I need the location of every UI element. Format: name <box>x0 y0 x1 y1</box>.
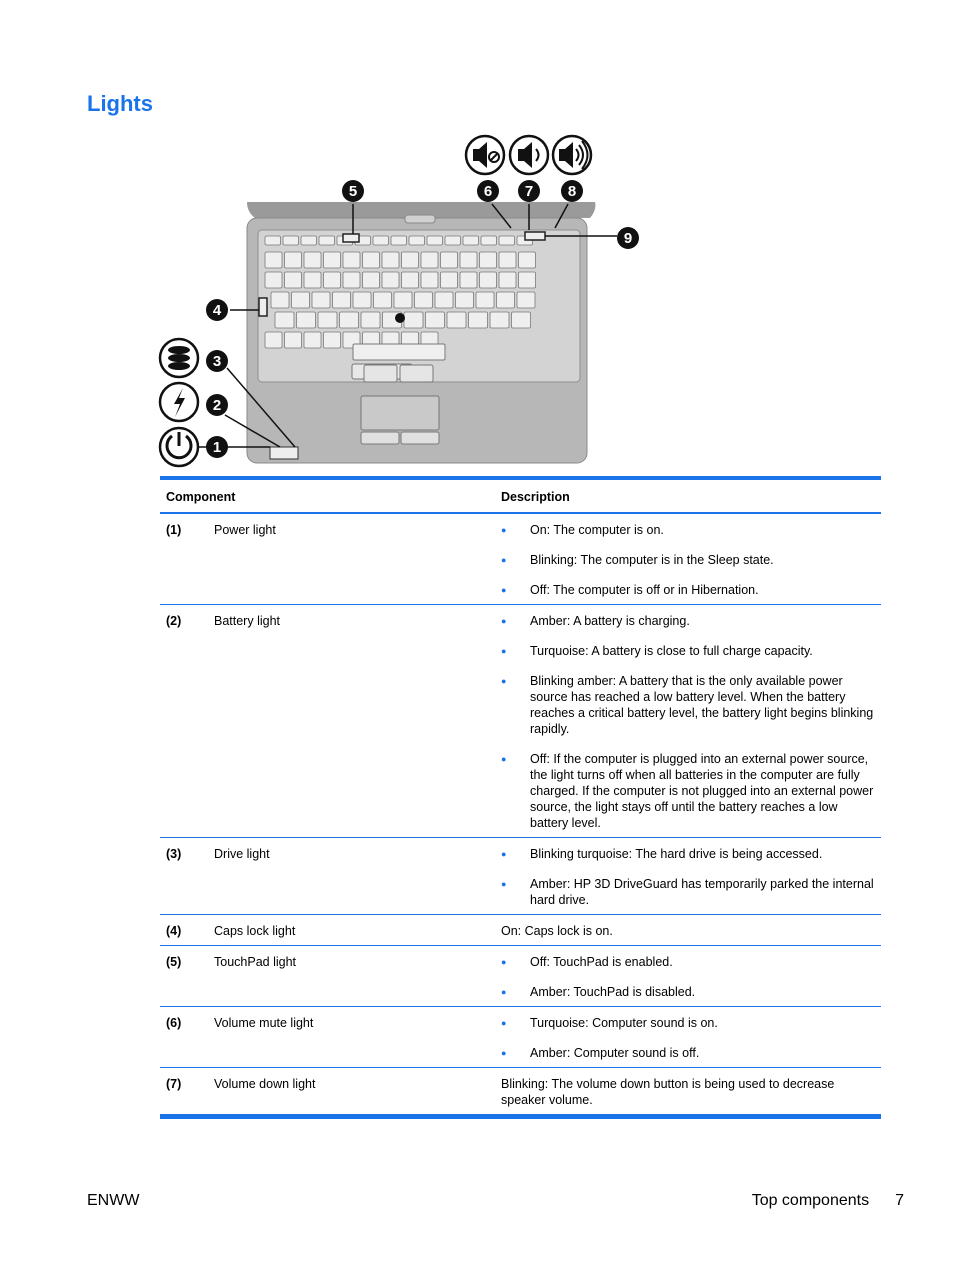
callout-5 <box>342 180 364 202</box>
footer-section-title: Top components <box>751 1192 870 1209</box>
keyboard-key <box>481 236 497 245</box>
keyboard-key <box>361 312 380 328</box>
keyboard-key <box>285 332 302 348</box>
component-name: Drive light <box>208 838 495 915</box>
component-description: Blinking: The volume down button is being used to decrease speaker volume. <box>495 1068 881 1117</box>
component-name: Caps lock light <box>208 915 495 946</box>
callout-4 <box>206 299 228 321</box>
svg-text:6: 6 <box>483 183 493 200</box>
keyboard-key <box>415 292 433 308</box>
description-bullet: ● Off: If the computer is plugged into an external power source, the light turns off when all batteries in the computer are fully charged. If the computer is not plugged into an external power source, the light stays off until the battery reaches a low battery level. <box>501 751 875 831</box>
battery-bolt-icon <box>160 383 198 421</box>
keyboard-key <box>427 236 443 245</box>
component-description <box>495 838 881 915</box>
keyboard-key <box>460 252 477 268</box>
svg-text:3: 3 <box>212 353 222 370</box>
description-bullet: ● Blinking: The computer is in the Sleep state. <box>501 552 875 568</box>
keyboard-key <box>421 252 438 268</box>
keyboard-key <box>363 252 380 268</box>
table-row <box>160 605 881 838</box>
callout-2 <box>206 394 228 416</box>
component-description <box>495 513 881 605</box>
svg-text:4: 4 <box>212 302 222 319</box>
keyboard-key <box>265 252 282 268</box>
description-bullet: ● Amber: A battery is charging. <box>501 613 875 629</box>
description-bullet: ● Turquoise: Computer sound is on. <box>501 1015 875 1031</box>
table-row <box>160 513 881 605</box>
keyboard-key <box>333 292 351 308</box>
keyboard-key <box>265 332 282 348</box>
component-name: Volume down light <box>208 1068 495 1117</box>
keyboard-key <box>318 312 337 328</box>
description-list <box>501 613 875 831</box>
description-bullet: ● On: The computer is on. <box>501 522 875 538</box>
keyboard-key <box>324 272 341 288</box>
callout-6 <box>477 180 499 202</box>
component-number: (1) <box>160 513 208 605</box>
keyboard-key <box>402 272 419 288</box>
keyboard-key <box>285 272 302 288</box>
keyboard-key <box>343 252 360 268</box>
keyboard-key <box>304 332 321 348</box>
keyboard-key <box>285 252 302 268</box>
keyboard-key <box>319 236 335 245</box>
svg-text:8: 8 <box>567 183 577 200</box>
keyboard-key <box>271 292 289 308</box>
keyboard-key <box>519 272 536 288</box>
keyboard-key <box>445 236 461 245</box>
svg-text:5: 5 <box>348 183 358 200</box>
description-list <box>501 846 875 908</box>
keyboard-key <box>402 252 419 268</box>
volume-down-icon <box>510 136 548 174</box>
keyboard-key <box>499 252 516 268</box>
keyboard-key <box>517 292 535 308</box>
description-bullet: ● Amber: TouchPad is disabled. <box>501 984 875 1000</box>
component-name: Battery light <box>208 605 495 838</box>
keyboard-key <box>353 292 371 308</box>
keyboard-key <box>469 312 488 328</box>
callout-3 <box>206 350 228 372</box>
laptop-illustration <box>247 202 595 463</box>
svg-text:9: 9 <box>623 230 633 247</box>
description-bullet: ● Off: The computer is off or in Hibernation. <box>501 582 875 598</box>
description-bullet: ● Off: TouchPad is enabled. <box>501 954 875 970</box>
description-bullet: ● Amber: Computer sound is off. <box>501 1045 875 1061</box>
keyboard-key <box>391 236 407 245</box>
keyboard-key <box>265 236 281 245</box>
keyboard-key <box>363 272 380 288</box>
keyboard-key <box>490 312 509 328</box>
component-name: Power light <box>208 513 495 605</box>
spacebar-key <box>353 344 445 360</box>
footer-section <box>726 1192 904 1210</box>
keyboard-key <box>275 312 294 328</box>
laptop-lights-figure <box>155 130 655 470</box>
keyboard-key <box>497 292 515 308</box>
description-bullet: ● Blinking turquoise: The hard drive is being accessed. <box>501 846 875 862</box>
table-header-row <box>160 478 881 513</box>
keyboard-key <box>297 312 316 328</box>
keyboard-key <box>374 292 392 308</box>
component-number: (4) <box>160 915 208 946</box>
keyboard-key <box>447 312 466 328</box>
description-bullet: ● Amber: HP 3D DriveGuard has temporarily parked the internal hard drive. <box>501 876 875 908</box>
component-number: (6) <box>160 1007 208 1068</box>
keyboard-key <box>476 292 494 308</box>
keyboard-key <box>441 252 458 268</box>
component-name: Volume mute light <box>208 1007 495 1068</box>
description-list <box>501 1015 875 1061</box>
keyboard-key <box>292 292 310 308</box>
keyboard-key <box>404 312 423 328</box>
component-description: On: Caps lock is on. <box>495 915 881 946</box>
power-icon <box>160 428 198 466</box>
component-number: (3) <box>160 838 208 915</box>
footer-enww: ENWW <box>87 1192 140 1209</box>
keyboard-key <box>283 236 299 245</box>
keyboard-key <box>460 272 477 288</box>
component-description <box>495 1007 881 1068</box>
keyboard-key <box>304 252 321 268</box>
callout-1 <box>206 436 228 458</box>
callout-7 <box>518 180 540 202</box>
keyboard-key <box>312 292 330 308</box>
description-bullet: ● Turquoise: A battery is close to full charge capacity. <box>501 643 875 659</box>
description-list <box>501 522 875 598</box>
component-name: TouchPad light <box>208 946 495 1007</box>
header-component: Component <box>160 478 495 513</box>
keyboard-key <box>394 292 412 308</box>
component-description <box>495 605 881 838</box>
components-table <box>160 476 881 1119</box>
component-number: (5) <box>160 946 208 1007</box>
table-row <box>160 946 881 1007</box>
keyboard-key <box>409 236 425 245</box>
svg-text:2: 2 <box>212 397 222 414</box>
keyboard-key <box>304 272 321 288</box>
keyboard-key <box>382 252 399 268</box>
keyboard-key <box>441 272 458 288</box>
component-description <box>495 946 881 1007</box>
footer-page-number: 7 <box>895 1192 904 1209</box>
keyboard-key <box>480 272 497 288</box>
keyboard-key <box>435 292 453 308</box>
svg-text:7: 7 <box>524 183 534 200</box>
volume-up-icon <box>553 136 591 174</box>
page-title: Lights <box>87 91 153 116</box>
drive-icon <box>160 339 198 377</box>
table-row <box>160 1007 881 1068</box>
callout-8 <box>561 180 583 202</box>
keyboard-key <box>499 272 516 288</box>
svg-text:1: 1 <box>212 439 222 456</box>
header-description: Description <box>495 478 881 513</box>
table-row <box>160 838 881 915</box>
component-number: (2) <box>160 605 208 838</box>
component-number: (7) <box>160 1068 208 1117</box>
description-list <box>501 954 875 1000</box>
keyboard-key <box>382 272 399 288</box>
keyboard-key <box>301 236 317 245</box>
keyboard-key <box>340 312 359 328</box>
description-bullet: ● Blinking amber: A battery that is the only available power source has reached a low battery level. When the battery reaches a critical battery level, the battery light begins blinking rapidly. <box>501 673 875 737</box>
keyboard-key <box>373 236 389 245</box>
callout-9 <box>617 227 639 249</box>
keyboard-key <box>480 252 497 268</box>
keyboard-key <box>265 272 282 288</box>
keyboard-key <box>324 332 341 348</box>
table-row <box>160 915 881 946</box>
keyboard-key <box>519 252 536 268</box>
keyboard-key <box>456 292 474 308</box>
keyboard-key <box>343 272 360 288</box>
mute-icon <box>466 136 504 174</box>
keyboard-key <box>324 252 341 268</box>
keyboard-key <box>426 312 445 328</box>
keyboard-key <box>421 272 438 288</box>
keyboard-key <box>512 312 531 328</box>
keyboard-key <box>499 236 515 245</box>
keyboard-key <box>463 236 479 245</box>
table-row <box>160 1068 881 1117</box>
